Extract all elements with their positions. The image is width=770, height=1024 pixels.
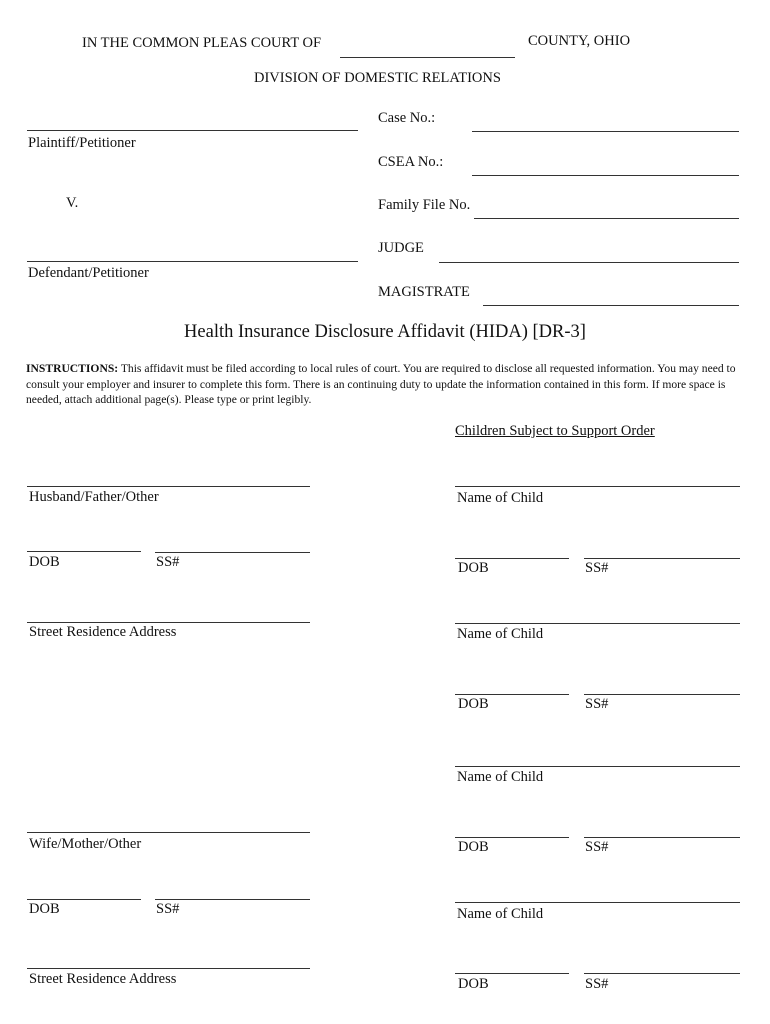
child-ss-label: SS# [585,560,609,576]
child-name-label: Name of Child [457,906,544,922]
wife-ss-label: SS# [156,901,180,917]
wife-name-line[interactable] [27,832,310,833]
form-title: Health Insurance Disclosure Affidavit (HIDA) [DR-3] [184,322,586,342]
child-ss-label: SS# [585,839,609,855]
child-name-line[interactable] [455,486,740,487]
instructions-lead: INSTRUCTIONS: [26,362,119,375]
case-no-line[interactable] [472,131,739,132]
instructions-paragraph [26,361,746,408]
plaintiff-label: Plaintiff/Petitioner [28,135,136,151]
children-heading: Children Subject to Support Order [455,423,655,439]
wife-address-label: Street Residence Address [29,971,177,987]
wife-dob-line[interactable] [27,899,141,900]
wife-name-label: Wife/Mother/Other [29,836,142,852]
division-heading: DIVISION OF DOMESTIC RELATIONS [254,70,501,86]
wife-address-line[interactable] [27,968,310,969]
csea-no-label: CSEA No.: [378,154,444,170]
child-dob-label: DOB [458,560,489,576]
child-dob-label: DOB [458,839,489,855]
child-name-label: Name of Child [457,769,544,785]
county-name-line[interactable] [340,57,515,58]
child-name-line[interactable] [455,902,740,903]
judge-label: JUDGE [378,240,424,256]
husband-address-line[interactable] [27,622,310,623]
husband-dob-line[interactable] [27,551,141,552]
county-heading: COUNTY, OHIO [528,33,631,49]
child-name-label: Name of Child [457,490,544,506]
husband-name-line[interactable] [27,486,310,487]
child-ss-label: SS# [585,976,609,992]
husband-ss-line[interactable] [155,552,310,553]
wife-ss-line[interactable] [155,899,310,900]
child-ss-line[interactable] [584,558,740,559]
child-name-line[interactable] [455,766,740,767]
husband-dob-label: DOB [29,554,60,570]
csea-no-line[interactable] [472,175,739,176]
court-heading: IN THE COMMON PLEAS COURT OF [82,35,322,51]
child-ss-line[interactable] [584,973,740,974]
instructions-text: This affidavit must be filed according to local rules of court. You are required to disclose all requested information. You may need to consult your employer and insurer to complete this form. There is an continuing duty to update the information contained in this form. If more space is needed, attach additional page(s). Please type or print legibly. [26,362,736,406]
child-ss-line[interactable] [584,694,740,695]
magistrate-line[interactable] [483,305,739,306]
magistrate-label: MAGISTRATE [378,284,470,300]
child-dob-line[interactable] [455,558,569,559]
wife-dob-label: DOB [29,901,60,917]
child-ss-label: SS# [585,696,609,712]
defendant-line[interactable] [27,261,358,262]
judge-line[interactable] [439,262,739,263]
versus-label: V. [66,195,79,211]
child-ss-line[interactable] [584,837,740,838]
husband-ss-label: SS# [156,554,180,570]
husband-name-label: Husband/Father/Other [29,489,159,505]
child-dob-line[interactable] [455,694,569,695]
child-dob-label: DOB [458,696,489,712]
child-name-line[interactable] [455,623,740,624]
plaintiff-line[interactable] [27,130,358,131]
family-file-label: Family File No. [378,197,471,213]
family-file-line[interactable] [474,218,739,219]
case-no-label: Case No.: [378,110,436,126]
defendant-label: Defendant/Petitioner [28,265,149,281]
child-dob-line[interactable] [455,837,569,838]
child-dob-line[interactable] [455,973,569,974]
child-dob-label: DOB [458,976,489,992]
child-name-label: Name of Child [457,626,544,642]
husband-address-label: Street Residence Address [29,624,177,640]
